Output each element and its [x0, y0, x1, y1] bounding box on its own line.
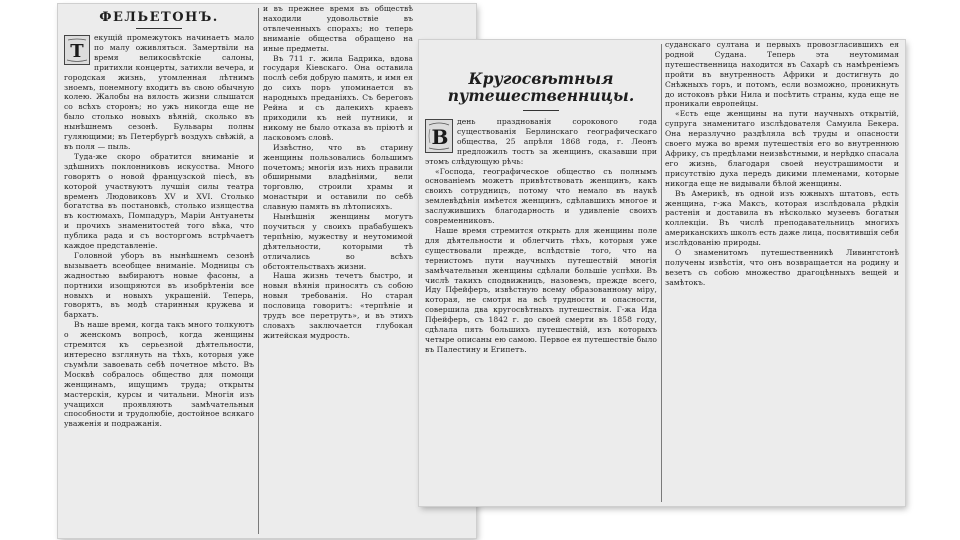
newspaper-clipping-feuilleton: [58, 4, 476, 538]
dropcap-letter: В: [431, 125, 449, 149]
feuilleton-column-2: [263, 4, 413, 538]
article-paragraph: суданскаго султана и первыхъ провозгласившихъ ея родной Судана. Теперь эта неутомимая путешественница находится въ Сахарѣ съ намѣреніемъ пройти въ внутренность Африки и достигнуть до Снѣжныхъ горъ, и потомъ, если возможно, проникнуть до истоковъ рѣки Нила и посѣтить страны, куда еще не проникали европейцы.: [665, 40, 899, 109]
feuilleton-paragraph: Въ наше время, когда такъ много толкуютъ о женскомъ вопросѣ, когда женщины стремятся къ серьезной дѣятельности, интересно взглянуть на тѣхъ, которыя уже съумѣли завоевать себѣ почетное мѣсто. Въ Москвѣ собралось общество для помощи женщинамъ, ищущимъ труда; открыты мастерскія, курсы и читальни. Многія изъ учащихся проявляютъ замѣчательныя способности и трудолюбіе, достойное всякаго уваженія и подражанія.: [64, 320, 254, 429]
ornamental-dropcap-icon: [64, 35, 90, 65]
masthead-rule: [136, 28, 182, 29]
article-paragraph: О знаменитомъ путешественникѣ Ливингстонѣ получены извѣстія, что онъ возвращается на родину и везетъ съ собою множество драгоцѣнныхъ вещей и замѣтокъ.: [665, 248, 899, 287]
feuilleton-paragraph: Въ 711 г. жила Бадрика, вдова государя Кіевскаго. Она оставила послѣ себя добрую память, и имя ея до сихъ поръ упоминается въ народныхъ преданіяхъ. Съ береговъ Рейна и съ далекихъ краевъ приходили къ ней путники, и никому не было отказа въ пріютѣ и ласковомъ словѣ.: [263, 53, 413, 142]
feuilleton-paragraph: екущій промежутокъ начинаетъ мало по малу оживляться. Замертвіли на время великосвѣтскіе салоны, притихли концерты, затихли вечера, и городская жизнь, утомленная лѣтнимъ зноемъ, понемногу входитъ въ свою обычную колею. Жалобы на вялость жизни слышатся со всѣхъ сторонъ; но ужъ никогда еще не было столько новыхъ вѣяній, сколько въ нынѣшнемъ сезонѣ. Бульвары полны гуляющими; въ Петербургѣ воздухъ свѣжій, а въ поля — пыль.: [64, 33, 254, 151]
travelers-column-2: [665, 40, 899, 506]
article-paragraph: Наше время стремится открыть для женщины поле для дѣятельности и облегчить тѣхъ, которыя уже существовали прежде, вслѣдствіе того, что на тернистомъ пути научныхъ путешествій многія замѣчательныя женщины сдѣлали большіе успѣхи. Въ числѣ такихъ сподвижницъ, назовемъ, прежде всего, Иду Пфейферъ, извѣстную всему образованному міру, которая, не смотря на всѣ трудности и опасности, совершила два кругосвѣтныхъ путешествія. Г-жа Ида Пфейферъ, съ 1842 г. до своей смерти въ 1858 году, сдѣлала пять большихъ путешествій, изъ которыхъ четыре описаны ею самою. Первое ея путешествіе было въ Палестину и Египетъ.: [425, 225, 657, 354]
article-paragraph: день празднованія сорокового года существованія Берлинскаго географическаго общества, 25 апрѣля 1868 года, г. Леонъ предложилъ тостъ за женщинъ, сказавши при этомъ слѣдующую рѣчь:: [425, 117, 657, 166]
article-paragraph: «Господа, географическое общество съ полнымъ основаніемъ можетъ привѣтствовать женщинъ, какъ своихъ сотрудницъ, потому что немало въ наукѣ землевѣдѣнія имѣется женщинъ, сдѣлавшихъ многое и заслужившихъ благодарность и удивленіе своихъ современниковъ.: [425, 166, 657, 226]
column-divider: [258, 8, 259, 534]
title-rule: [523, 110, 559, 111]
feuilleton-column-1: [64, 4, 254, 538]
ornamental-dropcap-icon: [425, 119, 453, 153]
column-divider: [661, 44, 662, 502]
feuilleton-paragraph: и въ прежнее время въ обществѣ находили удовольствіе въ отвлеченныхъ спорахъ; но теперь вниманіе общества обращено на иные предметы.: [263, 4, 413, 53]
article-paragraph: «Есть еще женщины на пути научныхъ открытій, супруга знаменитаго изслѣдователя Самуила Бекера. Она неразлучно раздѣляла всѣ труды и опасности своего мужа во время путешествія его во внутреннюю Африку, съ предѣлами неизвѣстными, и нерѣдко спасала его жизнь, благодаря своей неустрашимости и присутствію духа передъ дикими племенами, которые никогда еще не видывали бѣлой женщины.: [665, 109, 899, 188]
travelers-column-1: [425, 40, 657, 506]
feuilleton-masthead: ФЕЛЬЕТОНЪ.: [99, 10, 219, 25]
feuilleton-paragraph: Извѣстно, что въ старину женщины пользовались большимъ почетомъ; многія изъ нихъ правили обширными владѣніями, вели торговлю, строили храмы и монастыри и оставили по себѣ славную память въ лѣтописяхъ.: [263, 142, 413, 212]
feuilleton-paragraph: Наша жизнь течетъ быстро, и новыя вѣянія приносятъ съ собою новыя требованія. Но старая пословица говоритъ: «терпѣніе и трудъ все перетрутъ», и въ этихъ словахъ заключается глубокая житейская мудрость.: [263, 271, 413, 340]
feuilleton-paragraph: Головной уборъ въ нынѣшнемъ сезонѣ вызываетъ всеобщее вниманіе. Модницы съ жадностью выбираютъ новые фасоны, а портнихи изощряются въ изобрѣтеніи все новыхъ и новыхъ украшеній. Теперь, говорятъ, въ модѣ старинныя кружева и бархатъ.: [64, 250, 254, 320]
article-title: Кругосвѣтныя путешественницы.: [447, 69, 635, 105]
newspaper-clipping-travelers: [419, 40, 905, 506]
dropcap-letter: Т: [70, 41, 84, 62]
feuilleton-paragraph: Нынѣшнія женщины могутъ поучиться у своихъ прабабушекъ терпѣнію, мужеству и неутомимой дѣятельности, которыми тѣ отличались во всѣхъ обстоятельствахъ жизни.: [263, 212, 413, 271]
feuilleton-paragraph: Туда-же скоро обратится вниманіе и здѣшнихъ поклонниковъ искусства. Много говорятъ о новой французской піесѣ, въ которой участвуютъ лучшія силы театра временъ Людовиковъ XV и XVI. Столько богатства въ постановкѣ, столько изящества въ костюмахъ, Помпадуръ, Маріи Антуанеты и прочихъ знаменитостей того вѣка, что публика рада и съ восторгомъ встрѣчаетъ каждое представленіе.: [64, 151, 254, 251]
article-paragraph: Въ Америкѣ, въ одной изъ южныхъ штатовъ, есть женщина, г-жа Максъ, которая изслѣдовала рѣдкія растенія и доставила въ нѣсколько музеевъ богатыя коллекціи. Въ числѣ преподавательницъ многихъ американскихъ школъ есть даже лица, посвятившія себя изслѣдованію природы.: [665, 188, 899, 248]
